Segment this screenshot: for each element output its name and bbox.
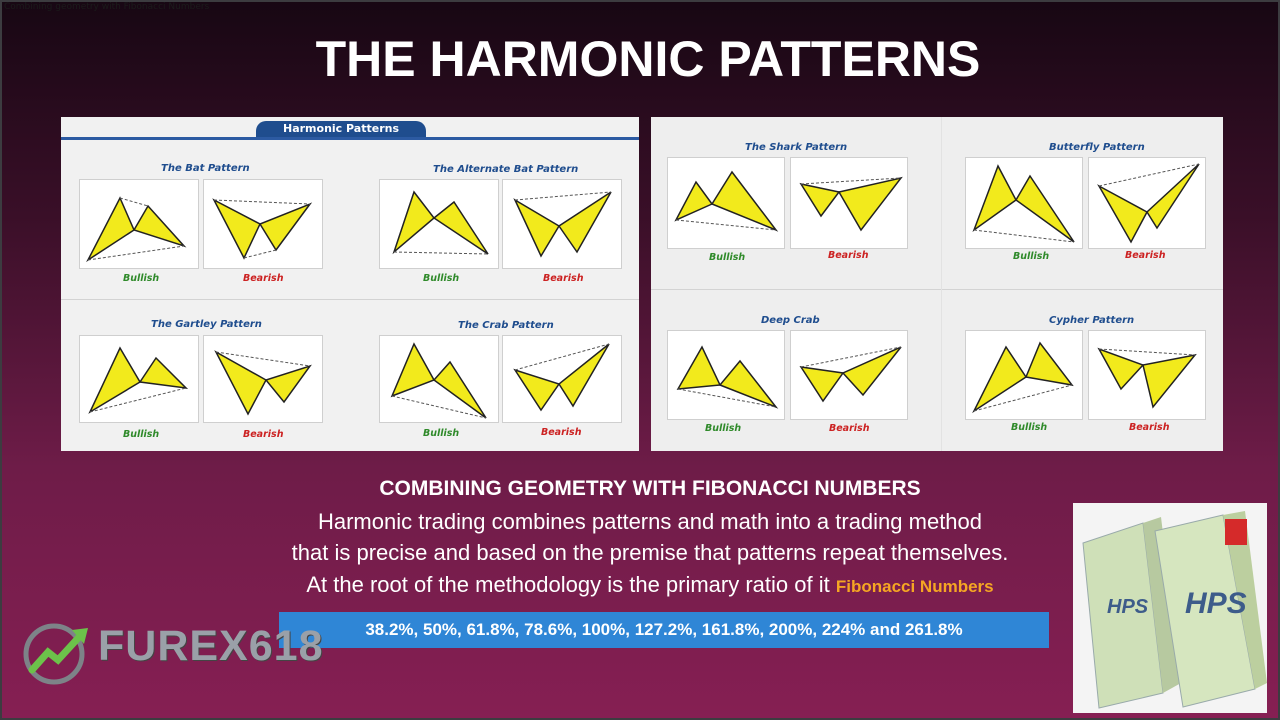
fibonacci-highlight: Fibonacci Numbers [835,577,994,596]
gartley-bearish-diagram [203,335,323,423]
pattern-title-cypher: Cypher Pattern [1049,315,1135,326]
butterfly-bullish-label: Bullish [1013,251,1050,262]
fibonacci-ratios-bar: 38.2%, 50%, 61.8%, 78.6%, 100%, 127.2%, 161.8%, 200%, 224% and 261.8% [279,612,1049,648]
divider-vertical [941,117,942,451]
harmonic-patterns-image-right [651,117,1223,451]
crab-bearish-diagram [502,335,622,423]
butterfly-bearish-label: Bearish [1125,250,1166,261]
body-line-2: that is precise and based on the premise that patterns repeat themselves. [291,540,1009,565]
hps-product-box-image [1073,503,1267,713]
product-label: HPS [1185,587,1247,620]
slide-title: THE HARMONIC PATTERNS [315,31,981,87]
panel-banner: Harmonic Patterns [256,121,426,137]
pattern-title-alt-bat: The Alternate Bat Pattern [433,164,579,175]
pattern-title-gartley: The Gartley Pattern [151,319,262,330]
deep-crab-bearish-label: Bearish [829,423,870,434]
shark-bearish-label: Bearish [828,250,869,261]
butterfly-bullish-diagram [965,157,1083,249]
furex-logo [18,618,324,688]
divider [651,289,1223,290]
shark-bullish-diagram [667,157,785,249]
bat-bullish-diagram [79,179,199,269]
bat-bullish-label: Bullish [123,273,160,284]
body-line-3-text: At the root of the methodology is the primary ratio of it [306,572,830,597]
gartley-bullish-label: Bullish [123,429,160,440]
image-caption: Combining geometry with Fibonacci Numbers [4,2,210,12]
pattern-title-butterfly: Butterfly Pattern [1049,142,1145,153]
pattern-title-bat: The Bat Pattern [161,163,250,174]
cypher-bullish-diagram [965,330,1083,420]
cypher-bearish-label: Bearish [1129,422,1170,433]
logo-text: FUREX618 [98,622,324,670]
deep-crab-bearish-diagram [790,330,908,420]
logo-arrow-icon [18,618,98,688]
harmonic-patterns-image-left [61,117,639,451]
pattern-title-crab: The Crab Pattern [458,320,554,331]
bat-bearish-diagram [203,179,323,269]
shark-bullish-label: Bullish [709,252,746,263]
body-line-1: Harmonic trading combines patterns and math into a trading method [317,509,983,534]
deep-crab-bullish-diagram [667,330,785,420]
gartley-bullish-diagram [79,335,199,423]
crab-bullish-label: Bullish [423,428,460,439]
section-heading: COMBINING GEOMETRY WITH FIBONACCI NUMBERS [379,477,921,500]
pattern-title-deep-crab: Deep Crab [761,315,820,326]
cypher-bearish-diagram [1088,330,1206,420]
gartley-bearish-label: Bearish [243,429,284,440]
deep-crab-bullish-label: Bullish [705,423,742,434]
pattern-title-shark: The Shark Pattern [745,142,848,153]
butterfly-bearish-diagram [1088,157,1206,249]
divider [61,299,639,300]
crab-bearish-label: Bearish [541,427,582,438]
alt-bat-bearish-label: Bearish [543,273,584,284]
product-label-small: HPS [1107,596,1149,618]
cypher-bullish-label: Bullish [1011,422,1048,433]
shark-bearish-diagram [790,157,908,249]
crab-bullish-diagram [379,335,499,423]
banner-rule [61,137,639,140]
alt-bat-bearish-diagram [502,179,622,269]
alt-bat-bullish-diagram [379,179,499,269]
bat-bearish-label: Bearish [243,273,284,284]
alt-bat-bullish-label: Bullish [423,273,460,284]
